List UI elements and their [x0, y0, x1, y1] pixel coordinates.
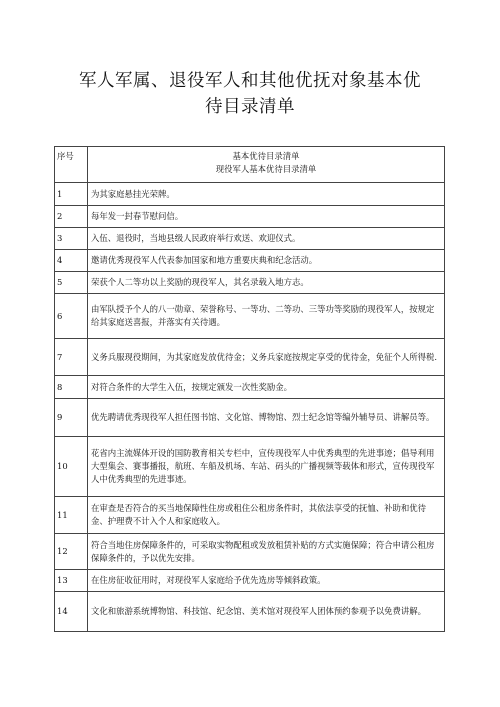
- row-number: 8: [55, 376, 88, 399]
- row-text: 义务兵服现役期间，为其家庭发放优待金；义务兵家庭按规定享受的优待金，免征个人所得税.: [88, 339, 445, 376]
- page-title: [40, 68, 460, 120]
- row-number: 10: [55, 437, 88, 497]
- table-row: [55, 437, 445, 497]
- table-row: [55, 376, 445, 399]
- row-text: 文化和旅游系统博物馆、科技馆、纪念馆、美术馆对现役军人团体预约参观予以免费讲解。: [88, 592, 445, 632]
- column-header-number: 序号: [55, 147, 88, 183]
- row-number: 6: [55, 294, 88, 339]
- table-row: [55, 399, 445, 437]
- header-subtitle: 现役军人基本优待目录清单: [215, 164, 317, 174]
- row-text: 邀请优秀现役军人代表参加国家和地方重要庆典和纪念活动。: [88, 250, 445, 272]
- table-header-row: [55, 147, 445, 183]
- row-text: 在审查是否符合的买当地保障性住房或租住公租房条件时，其依法享受的抚恤、补助和优待金、护理费不计入个人和家庭收入。: [88, 497, 445, 534]
- row-text: 荣获个人二等功以上奖励的现役军人，其名录载入地方志。: [88, 272, 445, 294]
- benefits-table-body: [55, 147, 445, 632]
- row-number: 12: [55, 534, 88, 570]
- table-row: [55, 228, 445, 250]
- table-row: [55, 272, 445, 294]
- table-row: [55, 206, 445, 228]
- row-number: 1: [55, 183, 88, 206]
- table-row: [55, 183, 445, 206]
- row-text: 在住房征收征用时，对现役军人家庭给予优先选房等倾斜政策。: [88, 570, 445, 592]
- page-title-line-2: 待目录清单: [205, 97, 295, 117]
- row-text: 花省内主流媒体开设的国防教育相关专栏中，宣传现役军人中优秀典型的先进事迹；倡导利用大型集会、赛事播报，航班、车船及机场、车站、码头的广播视频等载体和形式，宣传现役军人中优秀典型的先进事迹。: [88, 437, 445, 497]
- page-title-line-1: 军人军属、退役军人和其他优抚对象基本优: [79, 71, 421, 91]
- row-number: 13: [55, 570, 88, 592]
- row-number: 9: [55, 399, 88, 437]
- row-text: 对符合条件的大学生入伍，按规定颁发一次性奖励金。: [88, 376, 445, 399]
- row-text: 由军队授予个人的八一勋章、荣誉称号、一等功、二等功、三等功等奖励的现役军人，按规定给其家庭送喜报，并落实有关待遇。: [88, 294, 445, 339]
- table-row: [55, 534, 445, 570]
- row-text: 优先聘请优秀现役军人担任图书馆、文化馆、博物馆、烈士纪念馆等编外辅导员、讲解员等。: [88, 399, 445, 437]
- row-number: 5: [55, 272, 88, 294]
- table-row: [55, 339, 445, 376]
- row-number: 2: [55, 206, 88, 228]
- table-row: [55, 497, 445, 534]
- table-row: [55, 592, 445, 632]
- table-row: [55, 250, 445, 272]
- row-number: 14: [55, 592, 88, 632]
- row-text: 入伍、退役时，当地县级人民政府举行欢送、欢迎仪式。: [88, 228, 445, 250]
- table-row: [55, 570, 445, 592]
- column-header-title: [88, 147, 445, 183]
- row-text: 为其家庭悬挂光荣牌。: [88, 183, 445, 206]
- row-text: 符合当地住房保障条件的，可采取实物配租或发放租赁补贴的方式实施保障；符合申请公租房保障条件的，予以优先安排。: [88, 534, 445, 570]
- header-title: 基本优待目录清单: [232, 151, 300, 161]
- row-number: 4: [55, 250, 88, 272]
- row-number: 3: [55, 228, 88, 250]
- row-text: 每年发一封春节慰问信。: [88, 206, 445, 228]
- row-number: 11: [55, 497, 88, 534]
- benefits-table: [54, 146, 445, 632]
- row-number: 7: [55, 339, 88, 376]
- table-row: [55, 294, 445, 339]
